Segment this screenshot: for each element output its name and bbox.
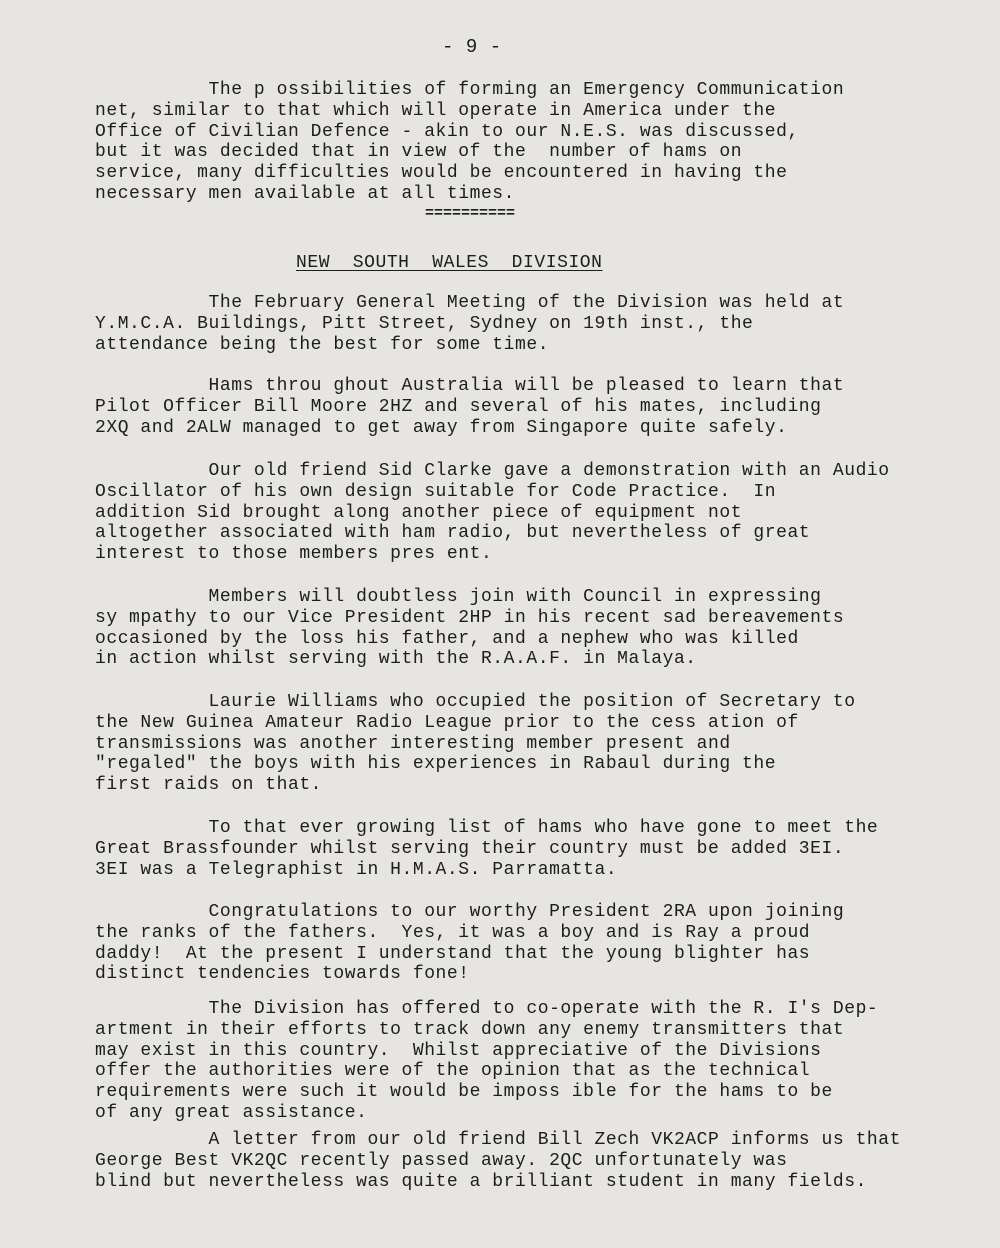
text-line: daddy! At the present I understand that the young blighter has [95, 943, 811, 964]
text-line: "regaled" the boys with his experiences in Rabaul during the [95, 754, 777, 775]
section-heading: NEW SOUTH WALES DIVISION [296, 253, 603, 273]
text-line: distinct tendencies towards fone! [95, 964, 470, 985]
text-line: addition Sid brought along another piece of equipment not [95, 502, 743, 523]
text-line: 2XQ and 2ALW managed to get away from Singapore quite safely. [95, 417, 788, 438]
paragraph-co-operate [95, 999, 878, 1124]
paragraph-laurie-williams [95, 692, 856, 796]
text-line: first raids on that. [95, 775, 323, 796]
text-line: 3EI was a Telegraphist in H.M.A.S. Parramatta. [95, 859, 618, 880]
text-line: The February General Meeting of the Division was held at [95, 293, 845, 313]
text-line: To that ever growing list of hams who have gone to meet the [95, 818, 879, 838]
text-line: A letter from our old friend Bill Zech VK2ACP informs us that [95, 1130, 901, 1150]
paragraph-letter [95, 1130, 901, 1192]
text-line: interest to those members pres ent. [95, 544, 493, 565]
text-line: requirements were such it would be imposs ible for the hams to be [95, 1082, 833, 1103]
text-line: attendance being the best for some time. [95, 334, 550, 355]
text-line: Oscillator of his own design suitable for Code Practice. In [95, 481, 777, 502]
text-line: service, many difficulties would be encountered in having the [95, 163, 788, 184]
text-line: but it was decided that in view of the number of hams on [95, 142, 743, 163]
page-number: - 9 - [442, 36, 502, 58]
text-line: net, similar to that which will operate in America under the [95, 100, 777, 121]
text-line: Hams throu ghout Australia will be pleased to learn that [95, 376, 845, 396]
text-line: the New Guinea Amateur Radio League prior to the cess ation of [95, 712, 799, 733]
paragraph-general-meeting [95, 293, 844, 355]
paragraph-audio-oscillator [95, 461, 890, 565]
text-line: necessary men available at all times. [95, 183, 516, 204]
paragraph-sympathy [95, 587, 844, 670]
text-line: Congratulations to our worthy President 2RA upon joining [95, 902, 845, 922]
text-line: altogether associated with ham radio, but nevertheless of great [95, 523, 811, 544]
text-line: The Division has offered to co-operate with the R. I's Dep- [95, 999, 879, 1019]
paragraph-emergency-net [95, 80, 844, 205]
paragraph-singapore [95, 376, 844, 438]
separator-rule: ========== [425, 205, 516, 222]
text-line: artment in their efforts to track down any enemy transmitters that [95, 1019, 845, 1040]
text-line: George Best VK2QC recently passed away. 2QC unfortunately was [95, 1150, 788, 1171]
text-line: the ranks of the fathers. Yes, it was a boy and is Ray a proud [95, 922, 811, 943]
text-line: in action whilst serving with the R.A.A.F. in Malaya. [95, 649, 697, 670]
text-line: Great Brassfounder whilst serving their country must be added 3EI. [95, 838, 845, 859]
text-line: blind but nevertheless was quite a brilliant student in many fields. [95, 1171, 867, 1192]
text-line: transmissions was another interesting member present and [95, 733, 731, 754]
text-line: Laurie Williams who occupied the position of Secretary to [95, 692, 856, 712]
text-line: Pilot Officer Bill Moore 2HZ and several of his mates, including [95, 396, 822, 417]
text-line: may exist in this country. Whilst appreciative of the Divisions [95, 1040, 822, 1061]
text-line: sy mpathy to our Vice President 2HP in his recent sad bereavements [95, 607, 845, 628]
paragraph-3ei [95, 818, 878, 880]
text-line: Y.M.C.A. Buildings, Pitt Street, Sydney on 19th inst., the [95, 313, 754, 334]
text-line: of any great assistance. [95, 1102, 368, 1123]
text-line: Office of Civilian Defence - akin to our N.E.S. was discussed, [95, 121, 799, 142]
text-line: occasioned by the loss his father, and a nephew who was killed [95, 628, 799, 649]
paragraph-congratulations [95, 902, 844, 985]
text-line: offer the authorities were of the opinion that as the technical [95, 1061, 811, 1082]
text-line: Members will doubtless join with Council in expressing [95, 587, 822, 607]
text-line: Our old friend Sid Clarke gave a demonstration with an Audio [95, 461, 890, 481]
text-line: The p ossibilities of forming an Emergency Communication [95, 80, 845, 100]
